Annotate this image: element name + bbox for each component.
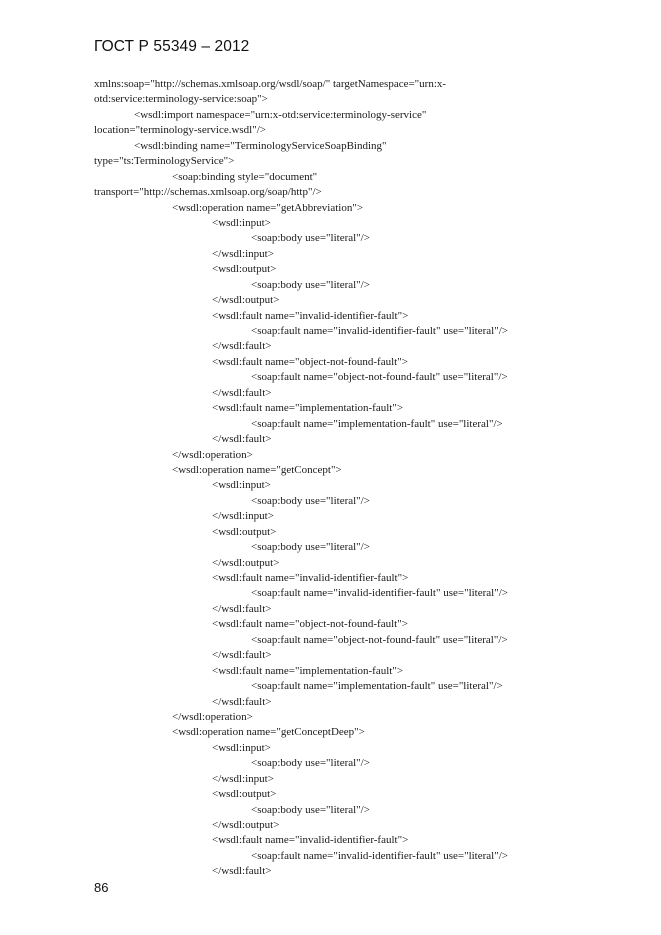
code-line: <soap:fault name="implementation-fault" use="literal"/> bbox=[251, 680, 503, 693]
code-line: <soap:body use="literal"/> bbox=[251, 278, 370, 291]
code-line: <soap:body use="literal"/> bbox=[251, 541, 370, 554]
code-line: <soap:fault name="object-not-found-fault" use="literal"/> bbox=[251, 633, 508, 646]
page-header-standard-number: ГОСТ Р 55349 – 2012 bbox=[94, 38, 250, 55]
code-line: <soap:fault name="object-not-found-fault" use="literal"/> bbox=[251, 371, 508, 384]
code-line: <soap:body use="literal"/> bbox=[251, 757, 370, 770]
code-line: <wsdl:operation name="getConcept"> bbox=[172, 463, 342, 476]
code-line: <wsdl:binding name="TerminologyServiceSoapBinding" bbox=[134, 139, 387, 152]
code-line: </wsdl:fault> bbox=[212, 695, 272, 708]
code-line: <wsdl:operation name="getConceptDeep"> bbox=[172, 726, 365, 739]
code-line: </wsdl:fault> bbox=[212, 865, 272, 878]
code-line: <wsdl:input> bbox=[212, 216, 271, 229]
page-number: 86 bbox=[94, 880, 109, 895]
code-line: <wsdl:fault name="implementation-fault"> bbox=[212, 664, 404, 677]
wsdl-code-listing bbox=[94, 77, 594, 880]
code-line: <wsdl:fault name="invalid-identifier-fault"> bbox=[212, 309, 409, 322]
code-line: <soap:body use="literal"/> bbox=[251, 803, 370, 816]
code-line: <soap:fault name="invalid-identifier-fault" use="literal"/> bbox=[251, 849, 508, 862]
code-line: location="terminology-service.wsdl"/> bbox=[94, 124, 266, 137]
code-line: <soap:fault name="invalid-identifier-fault" use="literal"/> bbox=[251, 325, 508, 337]
code-line: <wsdl:output> bbox=[212, 788, 277, 801]
code-line: <wsdl:output> bbox=[212, 263, 277, 276]
code-line: </wsdl:output> bbox=[212, 294, 280, 307]
code-line: <soap:binding style="document" bbox=[172, 170, 318, 183]
code-line: </wsdl:operation> bbox=[172, 710, 253, 723]
code-line: <wsdl:import namespace="urn:x-otd:service:terminology-service" bbox=[134, 108, 427, 121]
code-line: </wsdl:output> bbox=[212, 819, 280, 831]
code-line: </wsdl:operation> bbox=[172, 448, 253, 461]
code-line: </wsdl:fault> bbox=[212, 433, 272, 446]
code-line: <wsdl:input> bbox=[212, 741, 271, 754]
code-line: transport="http://schemas.xmlsoap.org/soap/http"/> bbox=[94, 186, 322, 199]
code-line: <wsdl:input> bbox=[212, 479, 271, 492]
code-line: otd:service:terminology-service:soap"> bbox=[94, 93, 268, 106]
code-line: <soap:body use="literal"/> bbox=[251, 494, 370, 507]
code-line: <wsdl:fault name="object-not-found-fault"> bbox=[212, 618, 408, 631]
code-line: <soap:fault name="implementation-fault" use="literal"/> bbox=[251, 417, 503, 430]
code-line: <soap:body use="literal"/> bbox=[251, 232, 370, 245]
code-line: </wsdl:input> bbox=[212, 247, 274, 260]
code-line: <wsdl:output> bbox=[212, 525, 277, 538]
code-line: xmlns:soap="http://schemas.xmlsoap.org/wsdl/soap/" targetNamespace="urn:x- bbox=[94, 78, 447, 90]
code-line: </wsdl:fault> bbox=[212, 340, 272, 353]
code-line: </wsdl:output> bbox=[212, 556, 280, 569]
code-line: </wsdl:input> bbox=[212, 772, 274, 785]
code-line: <wsdl:fault name="object-not-found-fault"> bbox=[212, 355, 408, 368]
code-line: <wsdl:fault name="invalid-identifier-fault"> bbox=[212, 834, 409, 847]
code-line: </wsdl:fault> bbox=[212, 602, 272, 615]
code-line: <wsdl:fault name="invalid-identifier-fault"> bbox=[212, 572, 409, 584]
code-line: <soap:fault name="invalid-identifier-fault" use="literal"/> bbox=[251, 587, 508, 600]
code-line: </wsdl:fault> bbox=[212, 649, 272, 662]
code-line: type="ts:TerminologyService"> bbox=[94, 155, 235, 168]
code-line: </wsdl:input> bbox=[212, 510, 274, 523]
code-line: <wsdl:operation name="getAbbreviation"> bbox=[172, 201, 364, 214]
code-line: </wsdl:fault> bbox=[212, 386, 272, 399]
code-line: <wsdl:fault name="implementation-fault"> bbox=[212, 402, 404, 415]
